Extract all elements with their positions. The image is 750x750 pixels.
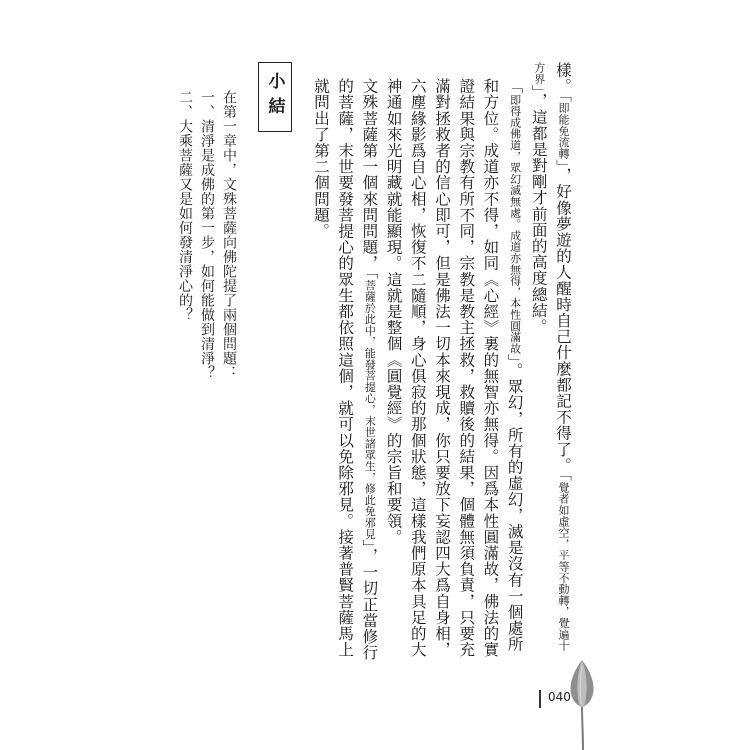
summary-heading: 小結 (258, 62, 292, 132)
main-body-text (309, 62, 575, 662)
body-text: 」，一切正當修行的菩薩，末世要發菩提心的眾生都依照這個，就可以免除邪見。接著普賢菩薩馬上就問出了第二個問題。 (311, 78, 379, 661)
body-text: 」，好像夢遊的人醒時自己什麼都記不得了。「 (554, 159, 572, 482)
body-text: 」。眾幻，所有的虛幻，滅是沒有一個處所和方位。成道亦不得，如同《心經》裏的無智亦無得。因爲本性圓滿故，佛法的實證結果與宗教有所不同，宗教是教主拯救，救贖後的結果，個體無須負責，只要充滿對拯救者的信心即可，但是佛法一切本來現成，你只要放下妄認四大爲自身相，六塵緣影爲自心相，恢復不二隨順，身心俱寂的那個狀態，這樣我們原本具足的大神通如來光明藏就能顯現。這就是整個《圓覺經》的宗旨和要領。 (384, 78, 524, 658)
body-text: 「 (505, 78, 524, 95)
summary-intro: 在第一章中，文殊菩薩向佛陀提了兩個問題： (221, 90, 237, 380)
body-paragraph (381, 62, 526, 662)
page-number-rule (539, 690, 541, 708)
lotus-bud-icon (565, 658, 599, 750)
summary-body (174, 90, 240, 450)
body-paragraph (309, 62, 382, 662)
body-paragraph (527, 62, 575, 662)
sutra-quote: 即能免流轉 (557, 102, 570, 160)
body-text: 」，這都是對剛才前面的高度總結。 (529, 84, 548, 335)
summary-question-1: 一、清淨是成佛的第一步，如何能做到清淨？ (199, 90, 215, 380)
body-text: 樣。「 (554, 62, 572, 103)
sutra-quote: 菩薩於此中，能發菩提心，末世諸眾生，修此免邪見 (363, 279, 377, 540)
sutra-quote: 即得成佛道，眾幻滅無處。成道亦無得，本性圓滿故 (508, 94, 522, 355)
page-number: 040 (548, 690, 571, 704)
sutra-quote: 覺者如虛空，平等不動轉，覺遍十方界 (532, 62, 570, 652)
summary-question-2: 二、大乘菩薩又是如何發清淨心的？ (177, 90, 193, 322)
body-text: 文殊菩薩第一個來問問題，「 (360, 78, 379, 280)
